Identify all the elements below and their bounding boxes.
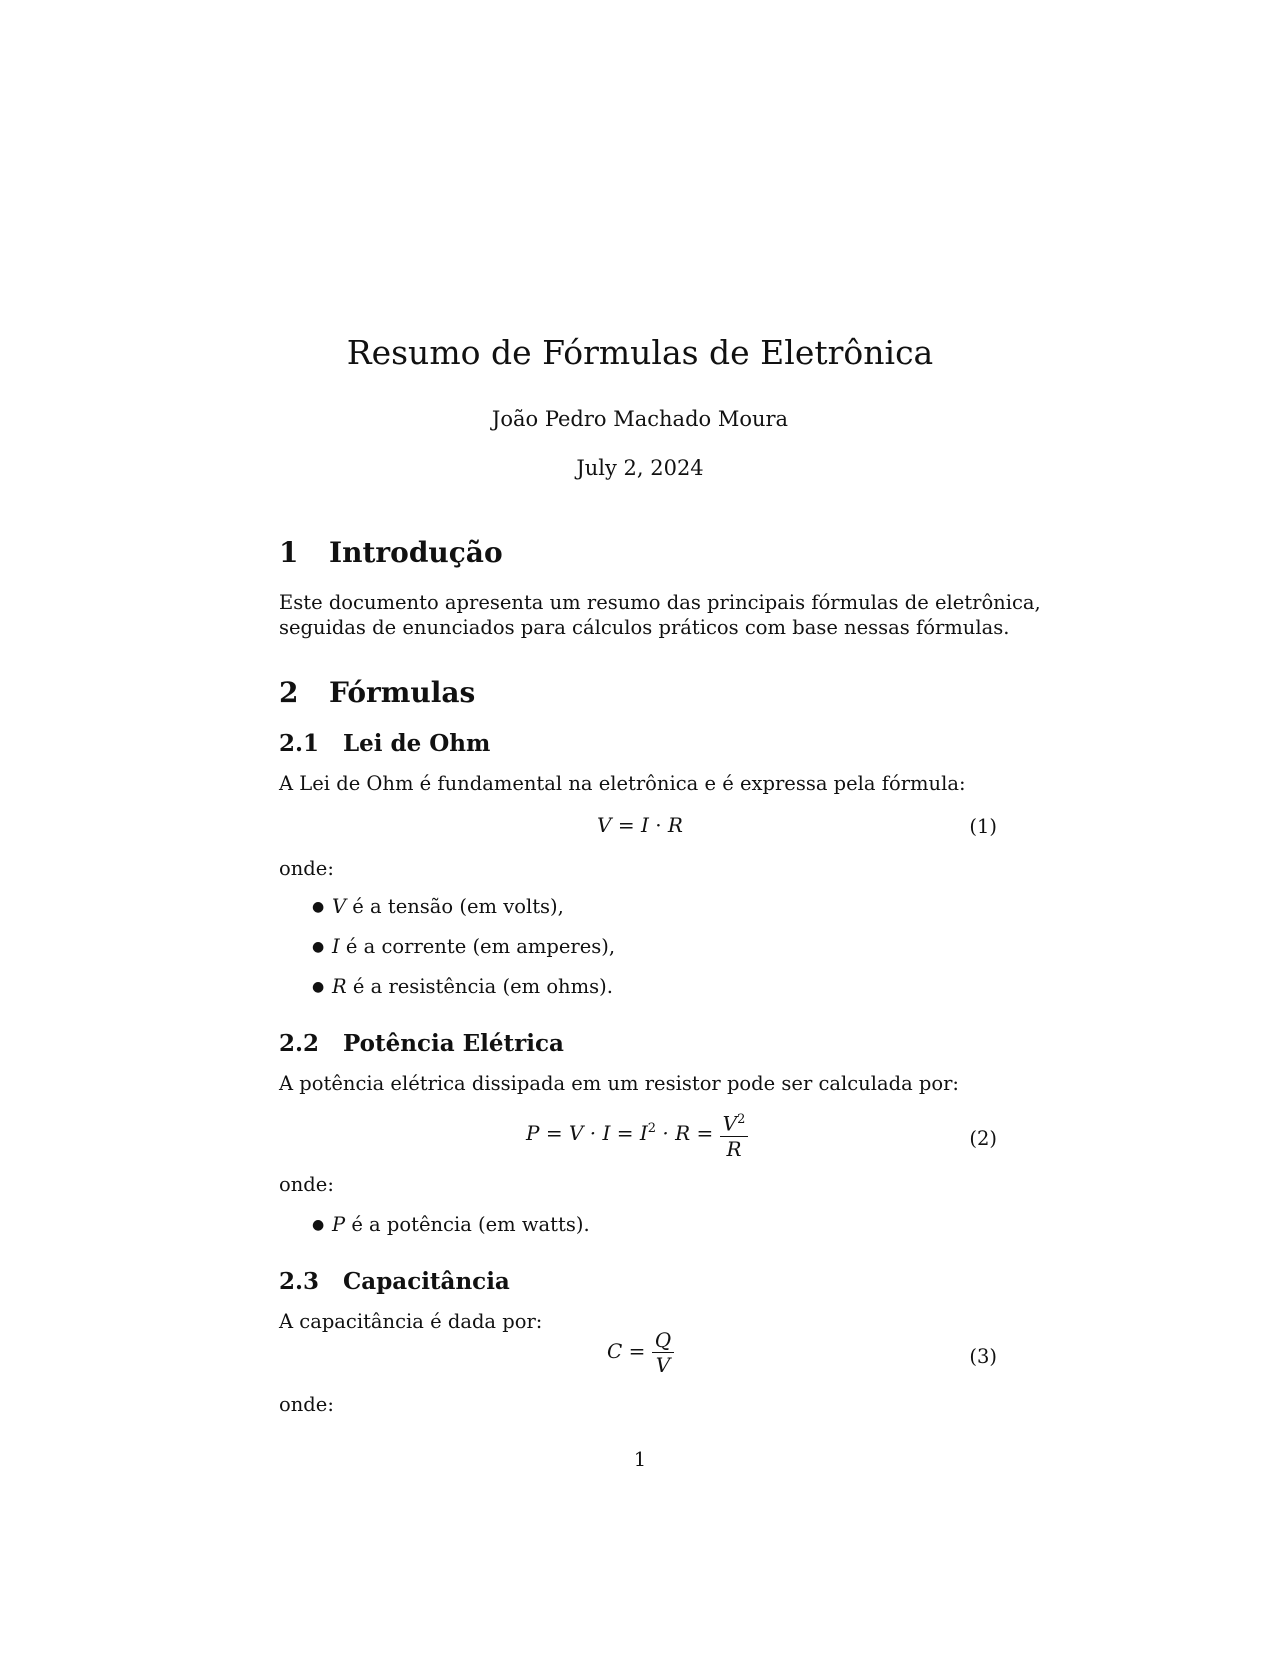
document-title: Resumo de Fórmulas de Eletrônica (346, 333, 934, 372)
eq-fraction (720, 1108, 749, 1161)
subsection-title: Lei de Ohm (343, 730, 491, 757)
eq-mid: · R = (656, 1120, 720, 1145)
eq-superscript: 2 (647, 1121, 656, 1137)
section-number: 2 (279, 676, 299, 709)
section-title: Introdução (329, 536, 503, 569)
subsection-number: 2.3 (279, 1268, 320, 1295)
bullet-symbol: V (332, 895, 347, 918)
power-intro-text: A potência elétrica dissipada em um resistor pode ser calculada por: (279, 1072, 960, 1095)
subsection-heading-potencia-eletrica (279, 1030, 564, 1057)
bullet-icon: ● (312, 1217, 325, 1233)
list-item (312, 975, 613, 998)
eq-fraction (652, 1328, 674, 1377)
ohm-intro-text: A Lei de Ohm é fundamental na eletrônica e é expressa pela fórmula: (279, 772, 966, 795)
document-author: João Pedro Machado Moura (491, 407, 789, 431)
bullet-text: é a resistência (em ohms). (346, 975, 613, 998)
eq-denominator: V (655, 1353, 671, 1377)
eq-lhs: P = V · I = I (526, 1120, 648, 1145)
eq-superscript: 2 (737, 1112, 746, 1127)
document-date: July 2, 2024 (576, 456, 704, 480)
section-heading-formulas (279, 676, 475, 709)
subsection-heading-lei-de-ohm (279, 730, 490, 757)
bullet-text: é a corrente (em amperes), (339, 935, 616, 958)
equation-capacitance (607, 1328, 674, 1377)
subsection-title: Capacitância (343, 1268, 510, 1295)
equation-power (526, 1108, 748, 1161)
page-number: 1 (633, 1448, 647, 1471)
eq-numerator: Q (652, 1328, 674, 1353)
bullet-symbol: I (332, 935, 340, 958)
bullet-icon: ● (312, 939, 325, 955)
list-item (312, 1213, 590, 1236)
section-title: Fórmulas (329, 676, 476, 709)
bullet-symbol: R (332, 975, 347, 998)
bullet-text: é a tensão (em volts), (346, 895, 564, 918)
eq-symbol: I (640, 813, 649, 837)
ohm-where-text: onde: (279, 857, 334, 880)
eq-lhs: C = (607, 1339, 652, 1363)
list-item (312, 895, 564, 918)
power-where-text: onde: (279, 1173, 334, 1196)
equation-ohm (597, 813, 683, 837)
eq-operator: · (655, 813, 662, 837)
bullet-text: é a potência (em watts). (345, 1213, 590, 1236)
intro-paragraph-line-1: Este documento apresenta um resumo das principais fórmulas de eletrônica, (279, 591, 1041, 614)
capacitance-intro-text: A capacitância é dada por: (279, 1310, 543, 1333)
bullet-icon: ● (312, 899, 325, 915)
equation-label-2: (2) (969, 1127, 997, 1150)
list-item (312, 935, 615, 958)
subsection-heading-capacitancia (279, 1268, 510, 1295)
eq-symbol: V (597, 813, 612, 837)
section-number: 1 (279, 536, 299, 569)
equation-label-3: (3) (969, 1345, 997, 1368)
eq-operator: = (617, 813, 635, 837)
subsection-number: 2.2 (279, 1030, 320, 1057)
bullet-symbol: P (332, 1213, 346, 1236)
capacitance-where-text: onde: (279, 1393, 334, 1416)
equation-label-1: (1) (969, 815, 997, 838)
subsection-number: 2.1 (279, 730, 320, 757)
eq-symbol: R (667, 813, 683, 837)
subsection-title: Potência Elétrica (343, 1030, 564, 1057)
eq-numerator: V (722, 1111, 738, 1136)
intro-paragraph-line-2: seguidas de enunciados para cálculos práticos com base nessas fórmulas. (279, 616, 1010, 639)
section-heading-introducao (279, 536, 503, 569)
eq-denominator: R (726, 1136, 742, 1161)
bullet-icon: ● (312, 979, 325, 995)
